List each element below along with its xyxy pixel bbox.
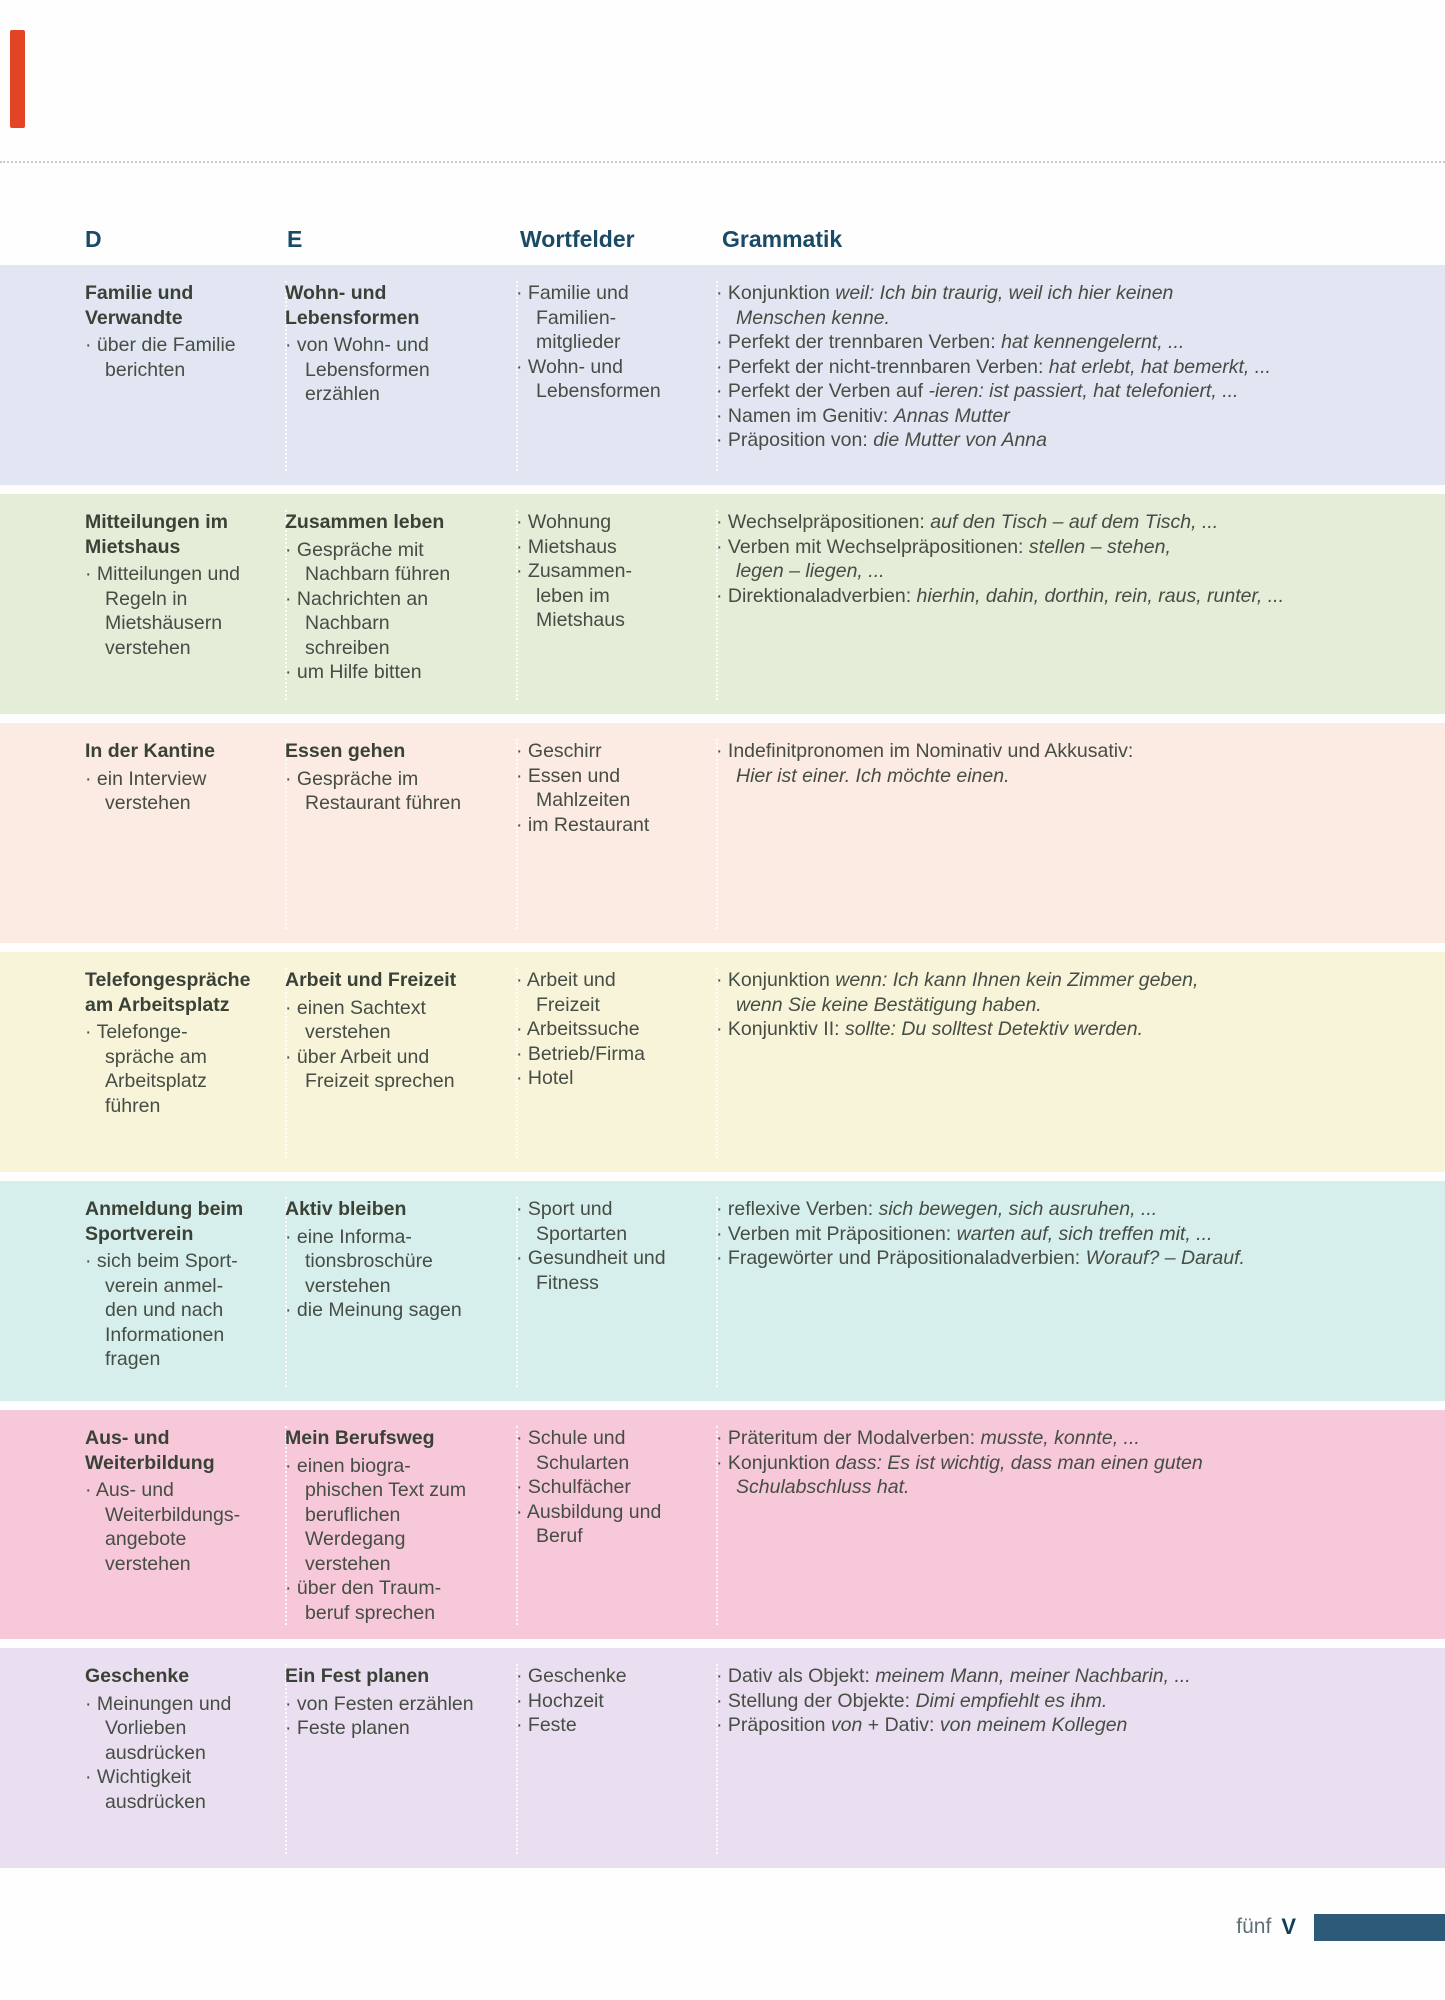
grammar-topic-text: Schule und Schularten bbox=[527, 1427, 630, 1474]
list-item: · Sport und Sportarten bbox=[516, 1198, 628, 1245]
column-d-cell bbox=[85, 281, 287, 471]
column-header-e: E bbox=[287, 226, 303, 252]
list-item: · eine Informa-tionsbroschüre verstehen bbox=[285, 1225, 433, 1297]
grammar-topic-text: Wohn- und Lebensformen bbox=[527, 355, 661, 402]
grammar-topic-text: Feste planen bbox=[296, 1717, 410, 1739]
grammar-topic-text: Schulfächer bbox=[527, 1476, 631, 1498]
column-e-cell bbox=[285, 739, 518, 929]
grammar-topic-text: einen Sachtext verstehen bbox=[296, 996, 426, 1043]
grammar-topic-text: Konjunktion bbox=[727, 282, 836, 304]
list-item: · Mietshaus bbox=[516, 535, 617, 558]
list-item: · Betrieb/Firma bbox=[516, 1042, 645, 1065]
grammar-topic-text: von Wohn- und Lebensformen erzählen bbox=[296, 334, 430, 405]
grammar-topic-text: Konjunktiv II: bbox=[727, 1018, 845, 1040]
table-header-row bbox=[0, 226, 1445, 253]
grammar-topic-text: Konjunktion bbox=[727, 1451, 836, 1474]
grammar-example-text: dass: Es ist wichtig, dass man einen guten bbox=[835, 1451, 1203, 1474]
grammar-example-text: sollte: Du solltest Detektiv werden. bbox=[844, 1018, 1144, 1040]
list-item: · Perfekt der Verben auf -ieren: ist passiert, hat telefoniert, ... bbox=[716, 380, 1239, 402]
grammar-example-text: wenn: Ich kann Ihnen kein Zimmer geben, bbox=[835, 969, 1199, 991]
list-item: · Hochzeit bbox=[516, 1689, 604, 1712]
grammar-example-text: Hier ist einer. Ich möchte einen. bbox=[736, 764, 1010, 787]
lesson-title: Geschenke bbox=[85, 1665, 190, 1687]
grammar-example-text: hat kennengelernt, ... bbox=[1001, 331, 1185, 353]
column-e-cell bbox=[285, 281, 518, 471]
grammar-example-text: wenn Sie keine Bestätigung haben. bbox=[736, 993, 1042, 1016]
column-d-cell bbox=[85, 510, 287, 700]
column-wortfelder-cell bbox=[516, 510, 718, 700]
list-item: · Dativ als Objekt: meinem Mann, meiner Nachbarin, ... bbox=[716, 1665, 1191, 1687]
list-item: · Namen im Genitiv: Annas Mutter bbox=[716, 404, 1010, 427]
column-grammatik-cell bbox=[716, 1197, 1445, 1387]
list-item: · Gespräche mit Nachbarn führen bbox=[285, 538, 451, 585]
grammar-topic-text: im Restaurant bbox=[527, 813, 650, 836]
column-d-cell bbox=[85, 968, 287, 1158]
column-d-cell bbox=[85, 1426, 287, 1625]
grammar-topic-text: Ausbildung und Beruf bbox=[526, 1500, 662, 1547]
grammar-topic-text: Gesundheit und Fitness bbox=[527, 1247, 666, 1294]
column-header-d: D bbox=[85, 226, 102, 252]
grammar-example-text: -ieren: ist passiert, hat telefoniert, ... bbox=[928, 380, 1239, 402]
grammar-example-text: weil: Ich bin traurig, weil ich hier keinen bbox=[835, 282, 1174, 304]
list-item: · Hotel bbox=[516, 1067, 574, 1089]
list-item: · einen biogra-phischen Text zum beruflichen Werdegang verstehen bbox=[285, 1454, 467, 1575]
table-rows bbox=[0, 265, 1445, 1868]
grammar-example-text: meinem Mann, meiner Nachbarin, ... bbox=[875, 1665, 1191, 1687]
list-item: · Schulfächer bbox=[516, 1476, 631, 1498]
grammar-example-text: stellen – stehen, bbox=[1028, 535, 1171, 558]
grammar-topic-text: Wichtigkeit ausdrücken bbox=[96, 1766, 206, 1813]
list-item: · Gespräche im Restaurant führen bbox=[285, 767, 462, 814]
column-grammatik-cell bbox=[716, 968, 1445, 1158]
grammar-topic-text: über Arbeit und Freizeit sprechen bbox=[296, 1045, 455, 1092]
grammar-topic-text: Indefinitpronomen im Nominativ und Akkusativ: bbox=[727, 740, 1134, 762]
column-grammatik-cell bbox=[716, 281, 1445, 471]
list-item: · Geschirr bbox=[516, 740, 602, 762]
grammar-topic-text: Mietshaus bbox=[527, 535, 617, 558]
column-d-cell bbox=[85, 1664, 287, 1854]
lesson-title: Mein Berufsweg bbox=[285, 1427, 435, 1449]
list-item: · Arbeitssuche bbox=[516, 1018, 640, 1040]
column-grammatik-cell bbox=[716, 1426, 1445, 1625]
lesson-title: Essen gehen bbox=[285, 740, 406, 762]
grammar-topic-text: Essen und Mahlzeiten bbox=[527, 764, 631, 811]
grammar-topic-text: Hotel bbox=[527, 1067, 574, 1089]
grammar-topic-text: Wechselpräpositionen: bbox=[727, 511, 931, 533]
list-item: · Indefinitpronomen im Nominativ und Akkusativ: Hier ist einer. Ich möchte einen. bbox=[716, 740, 1134, 787]
list-item: · Konjunktiv II: sollte: Du solltest Detektiv werden. bbox=[716, 1018, 1144, 1040]
list-item: · Familie und Familien-mitglieder bbox=[516, 282, 629, 353]
grammar-topic-text: über den Traum-beruf sprechen bbox=[296, 1577, 442, 1624]
column-e-cell bbox=[285, 1426, 518, 1625]
grammar-example-text: von bbox=[830, 1714, 863, 1736]
list-item: · Präteritum der Modalverben: musste, konnte, ... bbox=[716, 1427, 1140, 1449]
grammar-example-text: Dimi empfiehlt es ihm. bbox=[915, 1689, 1108, 1712]
grammar-topic-text: Gespräche mit Nachbarn führen bbox=[296, 538, 451, 585]
list-item: · Feste planen bbox=[285, 1717, 410, 1739]
column-wortfelder-cell bbox=[516, 739, 718, 929]
column-e-cell bbox=[285, 1664, 518, 1854]
column-grammatik-cell bbox=[716, 510, 1445, 700]
list-item: · über Arbeit und Freizeit sprechen bbox=[285, 1045, 455, 1092]
page-footer bbox=[1236, 1912, 1445, 1942]
grammar-topic-text: Perfekt der trennbaren Verben: bbox=[727, 331, 1002, 353]
grammar-topic-text: Präposition von: bbox=[727, 429, 874, 451]
grammar-example-text: von meinem Kollegen bbox=[939, 1714, 1128, 1736]
grammar-topic-text: ein Interview verstehen bbox=[96, 767, 207, 814]
grammar-topic-text: Präposition bbox=[727, 1714, 831, 1736]
column-wortfelder-cell bbox=[516, 281, 718, 471]
grammar-topic-text: Dativ als Objekt: bbox=[727, 1665, 876, 1687]
lesson-title: Aus- und Weiterbildung bbox=[85, 1427, 215, 1474]
table-row bbox=[0, 494, 1445, 714]
grammar-example-text: Worauf? – Darauf. bbox=[1085, 1247, 1245, 1269]
grammar-example-text: die Mutter von Anna bbox=[873, 429, 1047, 451]
list-item: · um Hilfe bitten bbox=[285, 661, 422, 683]
list-item: · Präposition von: die Mutter von Anna bbox=[716, 429, 1047, 451]
list-item: · über die Familie berichten bbox=[85, 334, 236, 381]
list-item: · Ausbildung und Beruf bbox=[516, 1500, 662, 1547]
list-item: · von Wohn- und Lebensformen erzählen bbox=[285, 334, 430, 405]
lesson-title: Mitteilungen im Mietshaus bbox=[85, 511, 228, 558]
grammar-topic-text: Namen im Genitiv: bbox=[727, 404, 894, 427]
list-item: · Essen und Mahlzeiten bbox=[516, 764, 631, 811]
grammar-topic-text: einen biogra-phischen Text zum beruflichen Werdegang verstehen bbox=[296, 1454, 467, 1575]
list-item: · Konjunktion dass: Es ist wichtig, dass man einen guten Schulabschluss hat. bbox=[716, 1451, 1203, 1498]
grammar-topic-text: + Dativ: bbox=[862, 1714, 940, 1736]
grammar-example-text: hierhin, dahin, dorthin, rein, raus, runter, ... bbox=[916, 584, 1284, 607]
grammar-topic-text: Geschenke bbox=[527, 1665, 627, 1687]
list-item: · Wohn- und Lebensformen bbox=[516, 355, 661, 402]
column-e-cell bbox=[285, 968, 518, 1158]
list-item: · Verben mit Wechselpräpositionen: stellen – stehen, legen – liegen, ... bbox=[716, 535, 1171, 582]
lesson-title: Zusammen leben bbox=[285, 511, 445, 533]
grammar-topic-text: Verben mit Präpositionen: bbox=[727, 1222, 957, 1245]
list-item: · Wichtigkeit ausdrücken bbox=[85, 1766, 206, 1813]
table-row bbox=[0, 952, 1445, 1172]
column-header-grammatik: Grammatik bbox=[722, 226, 843, 252]
grammar-topic-text: Direktionaladverbien: bbox=[727, 584, 917, 607]
lesson-title: Ein Fest planen bbox=[285, 1665, 430, 1687]
grammar-example-text: hat erlebt, hat bemerkt, ... bbox=[1048, 355, 1271, 378]
column-header-wortfelder: Wortfelder bbox=[520, 226, 635, 252]
column-wortfelder-cell bbox=[516, 1426, 718, 1625]
grammar-topic-text: Betrieb/Firma bbox=[527, 1042, 645, 1065]
column-wortfelder-cell bbox=[516, 1664, 718, 1854]
page-number-word: fünf bbox=[1236, 1915, 1272, 1938]
list-item: · Schule und Schularten bbox=[516, 1427, 630, 1474]
table-row bbox=[0, 723, 1445, 943]
lesson-title: Aktiv bleiben bbox=[285, 1198, 407, 1220]
table-row bbox=[0, 1648, 1445, 1868]
grammar-topic-text: Arbeitssuche bbox=[526, 1018, 640, 1040]
list-item: · Präposition von + Dativ: von meinem Kollegen bbox=[716, 1714, 1128, 1736]
list-item: · sich beim Sport-verein anmel-den und nach Informationen fragen bbox=[85, 1250, 238, 1370]
grammar-topic-text: Perfekt der Verben auf bbox=[727, 380, 929, 402]
grammar-topic-text: Meinungen und Vorlieben ausdrücken bbox=[96, 1692, 232, 1764]
list-item: · von Festen erzählen bbox=[285, 1692, 474, 1715]
list-item: · Aus- und Weiterbildungs-angebote verstehen bbox=[85, 1479, 241, 1575]
column-d-cell bbox=[85, 1197, 287, 1387]
grammar-topic-text: die Meinung sagen bbox=[296, 1299, 462, 1321]
grammar-example-text: sich bewegen, sich ausruhen, ... bbox=[878, 1198, 1158, 1220]
list-item: · Perfekt der trennbaren Verben: hat kennengelernt, ... bbox=[716, 331, 1185, 353]
column-d-cell bbox=[85, 739, 287, 929]
grammar-topic-text: reflexive Verben: bbox=[727, 1198, 879, 1220]
grammar-topic-text: um Hilfe bitten bbox=[296, 661, 422, 683]
page-number-letter: V bbox=[1281, 1914, 1296, 1939]
lesson-title: In der Kantine bbox=[85, 740, 216, 762]
grammar-topic-text: Fragewörter und Präpositionaladverbien: bbox=[727, 1247, 1086, 1269]
list-item: · Gesundheit und Fitness bbox=[516, 1247, 666, 1294]
grammar-topic-text: Perfekt der nicht-trennbaren Verben: bbox=[727, 355, 1049, 378]
grammar-topic-text: Konjunktion bbox=[727, 969, 836, 991]
list-item: · Konjunktion wenn: Ich kann Ihnen kein Zimmer geben, wenn Sie keine Bestätigung haben. bbox=[716, 969, 1199, 1016]
list-item: · im Restaurant bbox=[516, 813, 650, 836]
grammar-example-text: legen – liegen, ... bbox=[736, 560, 885, 582]
grammar-topic-text: von Festen erzählen bbox=[296, 1692, 474, 1715]
list-item: · Konjunktion weil: Ich bin traurig, weil ich hier keinen Menschen kenne. bbox=[716, 282, 1174, 329]
column-e-cell bbox=[285, 510, 518, 700]
lesson-title: Anmeldung beim Sportverein bbox=[85, 1198, 244, 1245]
table-row bbox=[0, 1410, 1445, 1639]
grammar-topic-text: Familie und Familien-mitglieder bbox=[527, 282, 629, 353]
list-item: · Zusammen-leben im Mietshaus bbox=[516, 560, 632, 631]
grammar-topic-text: Mitteilungen und Regeln in Mietshäusern verstehen bbox=[96, 563, 241, 659]
grammar-topic-text: Aus- und Weiterbildungs-angebote verstehen bbox=[95, 1479, 241, 1575]
grammar-topic-text: eine Informa-tionsbroschüre verstehen bbox=[296, 1225, 433, 1297]
footer-accent-bar bbox=[1314, 1914, 1445, 1941]
red-print-mark bbox=[10, 30, 25, 128]
list-item: · Stellung der Objekte: Dimi empfiehlt es ihm. bbox=[716, 1689, 1108, 1712]
list-item: · einen Sachtext verstehen bbox=[285, 996, 426, 1043]
column-grammatik-cell bbox=[716, 1664, 1445, 1854]
list-item: · Wohnung bbox=[516, 511, 612, 533]
grammar-topic-text: Nachrichten an Nachbarn schreiben bbox=[296, 587, 429, 659]
grammar-example-text: Annas Mutter bbox=[893, 404, 1010, 427]
list-item: · Perfekt der nicht-trennbaren Verben: hat erlebt, hat bemerkt, ... bbox=[716, 355, 1271, 378]
lesson-title: Familie und Verwandte bbox=[85, 282, 194, 329]
column-grammatik-cell bbox=[716, 739, 1445, 929]
list-item: · Fragewörter und Präpositionaladverbien: Worauf? – Darauf. bbox=[716, 1247, 1245, 1269]
column-wortfelder-cell bbox=[516, 1197, 718, 1387]
table-row bbox=[0, 1181, 1445, 1401]
lesson-title: Wohn- und Lebensformen bbox=[285, 282, 420, 329]
contents-table bbox=[0, 226, 1445, 1877]
grammar-topic-text: Telefonge-spräche am Arbeitsplatz führen bbox=[96, 1021, 207, 1117]
grammar-topic-text: Hochzeit bbox=[527, 1689, 604, 1712]
grammar-topic-text: Präteritum der Modalverben: bbox=[727, 1427, 981, 1449]
list-item: · über den Traum-beruf sprechen bbox=[285, 1577, 442, 1624]
grammar-topic-text: Stellung der Objekte: bbox=[727, 1689, 916, 1712]
list-item: · Nachrichten an Nachbarn schreiben bbox=[285, 587, 429, 659]
list-item: · Arbeit und Freizeit bbox=[516, 969, 616, 1016]
dotted-divider bbox=[0, 161, 1445, 163]
grammar-example-text: Schulabschluss hat. bbox=[736, 1476, 910, 1498]
grammar-topic-text: Gespräche im Restaurant führen bbox=[296, 767, 462, 814]
list-item: · Mitteilungen und Regeln in Mietshäusern verstehen bbox=[85, 563, 241, 659]
grammar-topic-text: Arbeit und Freizeit bbox=[526, 969, 616, 1016]
grammar-example-text: auf den Tisch – auf dem Tisch, ... bbox=[930, 511, 1219, 533]
grammar-example-text: musste, konnte, ... bbox=[980, 1427, 1140, 1449]
grammar-topic-text: Sport und Sportarten bbox=[527, 1198, 628, 1245]
grammar-example-text: Menschen kenne. bbox=[736, 306, 890, 329]
list-item: · die Meinung sagen bbox=[285, 1299, 462, 1321]
list-item: · Wechselpräpositionen: auf den Tisch – auf dem Tisch, ... bbox=[716, 511, 1219, 533]
list-item: · ein Interview verstehen bbox=[85, 767, 207, 814]
list-item: · reflexive Verben: sich bewegen, sich ausruhen, ... bbox=[716, 1198, 1158, 1220]
grammar-example-text: warten auf, sich treffen mit, ... bbox=[956, 1222, 1213, 1245]
list-item: · Feste bbox=[516, 1714, 577, 1736]
grammar-topic-text: Wohnung bbox=[527, 511, 612, 533]
list-item: · Telefonge-spräche am Arbeitsplatz führen bbox=[85, 1021, 207, 1117]
lesson-title: Telefongespräche am Arbeitsplatz bbox=[85, 969, 251, 1016]
grammar-topic-text: über die Familie berichten bbox=[96, 334, 236, 381]
lesson-title: Arbeit und Freizeit bbox=[285, 969, 457, 991]
list-item: · Verben mit Präpositionen: warten auf, sich treffen mit, ... bbox=[716, 1222, 1213, 1245]
grammar-topic-text: Zusammen-leben im Mietshaus bbox=[527, 560, 632, 631]
column-wortfelder-cell bbox=[516, 968, 718, 1158]
grammar-topic-text: Feste bbox=[527, 1714, 577, 1736]
grammar-topic-text: sich beim Sport-verein anmel-den und nach Informationen fragen bbox=[96, 1250, 238, 1370]
list-item: · Direktionaladverbien: hierhin, dahin, dorthin, rein, raus, runter, ... bbox=[716, 584, 1284, 607]
list-item: · Meinungen und Vorlieben ausdrücken bbox=[85, 1692, 232, 1764]
column-e-cell bbox=[285, 1197, 518, 1387]
list-item: · Geschenke bbox=[516, 1665, 627, 1687]
grammar-topic-text: Geschirr bbox=[527, 740, 602, 762]
grammar-topic-text: Verben mit Wechselpräpositionen: bbox=[727, 535, 1029, 558]
table-row bbox=[0, 265, 1445, 485]
